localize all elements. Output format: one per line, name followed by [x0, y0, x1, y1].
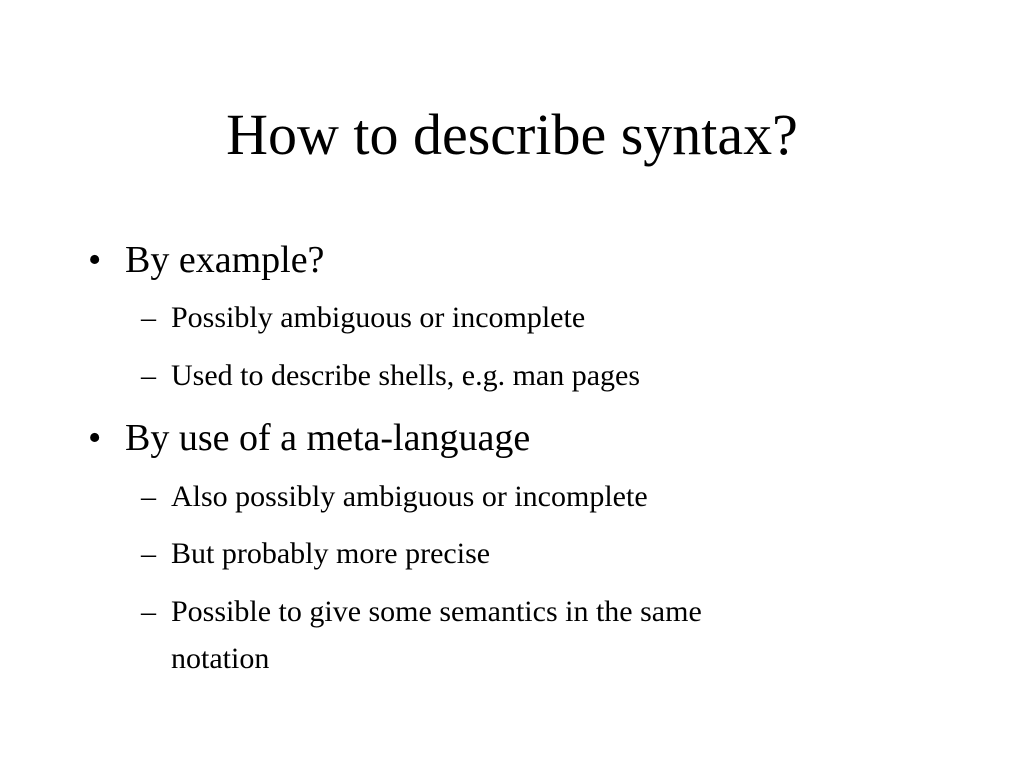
- sub-bullet-marker: –: [141, 537, 156, 570]
- sub-bullet-item: [141, 479, 941, 515]
- sub-bullet-item: [141, 300, 941, 336]
- sub-bullet-item: [141, 358, 941, 394]
- sub-bullet-text: Also possibly ambiguous or incomplete: [171, 480, 648, 513]
- sub-bullet-text: Possible to give some semantics in the same: [171, 595, 702, 628]
- sub-bullet-marker: –: [141, 359, 156, 392]
- bullet-item: [88, 416, 888, 460]
- bullet-item: [88, 238, 888, 282]
- sub-bullet-continuation: [141, 641, 941, 677]
- bullet-text: By use of a meta-language: [125, 417, 531, 459]
- bullet-marker: •: [88, 239, 102, 281]
- sub-bullet-marker: –: [141, 480, 156, 513]
- bullet-text: By example?: [125, 239, 325, 281]
- bullet-marker: •: [88, 417, 102, 459]
- slide-title: How to describe syntax?: [226, 102, 798, 167]
- sub-bullet-text: Possibly ambiguous or incomplete: [171, 301, 586, 334]
- sub-bullet-marker: –: [141, 301, 156, 334]
- sub-bullet-text: Used to describe shells, e.g. man pages: [171, 359, 641, 392]
- sub-bullet-item: [141, 594, 941, 630]
- sub-bullet-marker: –: [141, 595, 156, 628]
- sub-bullet-item: [141, 536, 941, 572]
- sub-bullet-text: But probably more precise: [171, 537, 491, 570]
- sub-bullet-text-continuation: notation: [171, 642, 270, 675]
